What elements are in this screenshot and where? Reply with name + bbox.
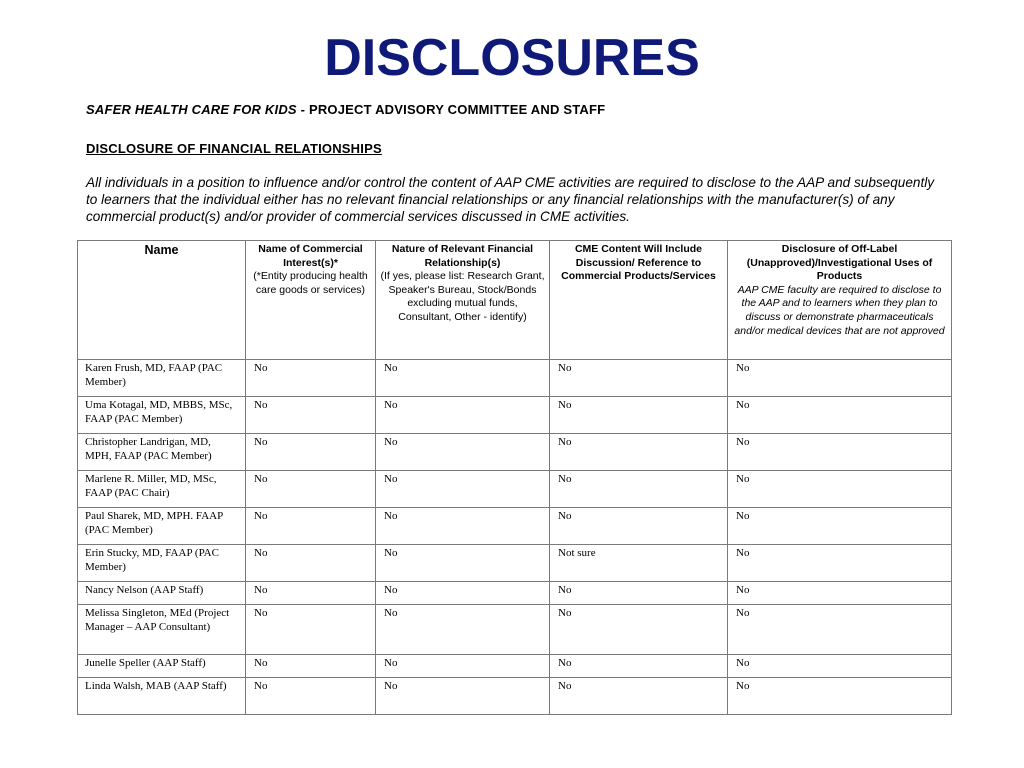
cell-offlabel: No [728, 471, 952, 508]
cell-name: Erin Stucky, MD, FAAP (PAC Member) [78, 545, 246, 582]
cell-cme: No [550, 434, 728, 471]
cell-nature: No [376, 360, 550, 397]
table-row [78, 678, 952, 715]
header-commercial-interest [246, 241, 376, 360]
cell-offlabel: No [728, 655, 952, 678]
cell-name: Paul Sharek, MD, MPH. FAAP (PAC Member) [78, 508, 246, 545]
cell-cme: No [550, 360, 728, 397]
header-off-label [728, 241, 952, 360]
document-subtitle [86, 102, 605, 118]
cell-commercial: No [246, 508, 376, 545]
subtitle-project-name: SAFER HEALTH CARE FOR KIDS [86, 102, 297, 117]
table-row [78, 545, 952, 582]
cell-nature: No [376, 582, 550, 605]
table-row [78, 508, 952, 545]
cell-nature: No [376, 508, 550, 545]
cell-nature: No [376, 655, 550, 678]
table-row [78, 582, 952, 605]
cell-name: Karen Frush, MD, FAAP (PAC Member) [78, 360, 246, 397]
disclosure-table [77, 240, 952, 715]
header-cme-title: CME Content Will Include Discussion/ Reference to Commercial Products/Services [561, 243, 716, 283]
page-title: DISCLOSURES [324, 29, 700, 87]
cell-offlabel: No [728, 397, 952, 434]
cell-commercial: No [246, 582, 376, 605]
cell-nature: No [376, 545, 550, 582]
cell-cme: No [550, 605, 728, 655]
cell-cme: No [550, 508, 728, 545]
table-row [78, 471, 952, 508]
table-row [78, 605, 952, 655]
header-name [78, 241, 246, 360]
cell-offlabel: No [728, 605, 952, 655]
cell-commercial: No [246, 678, 376, 715]
table-row [78, 397, 952, 434]
cell-commercial: No [246, 397, 376, 434]
cell-name: Nancy Nelson (AAP Staff) [78, 582, 246, 605]
header-nature-of-relationship [376, 241, 550, 360]
subtitle-committee: - PROJECT ADVISORY COMMITTEE AND STAFF [296, 102, 606, 117]
table-row [78, 655, 952, 678]
cell-nature: No [376, 397, 550, 434]
cell-nature: No [376, 471, 550, 508]
header-offlabel-note: AAP CME faculty are required to disclose to the AAP and to learners when they plan to discuss or demonstrate pharmaceuticals and/or medical devices that are not approved [734, 283, 945, 337]
cell-cme: No [550, 397, 728, 434]
cell-nature: No [376, 605, 550, 655]
header-offlabel-title: Disclosure of Off-Label (Unapproved)/Investigational Uses of Products [746, 243, 933, 283]
table-row [78, 434, 952, 471]
cell-nature: No [376, 678, 550, 715]
cell-name: Melissa Singleton, MEd (Project Manager – AAP Consultant) [78, 605, 246, 655]
cell-cme: No [550, 582, 728, 605]
cell-name: Uma Kotagal, MD, MBBS, MSc, FAAP (PAC Member) [78, 397, 246, 434]
cell-offlabel: No [728, 678, 952, 715]
cell-commercial: No [246, 655, 376, 678]
cell-offlabel: No [728, 360, 952, 397]
cell-cme: No [550, 678, 728, 715]
cell-offlabel: No [728, 508, 952, 545]
cell-offlabel: No [728, 434, 952, 471]
cell-commercial: No [246, 605, 376, 655]
cell-cme: Not sure [550, 545, 728, 582]
intro-paragraph: All individuals in a position to influence and/or control the content of AAP CME activities are required to disclose to the AAP and subsequently to learners that the individual either has no relevant financial relationships or any financial relationships with the manufacturer(s) of any commercial product(s) and/or provider of commercial services discussed in CME activities. [86, 175, 935, 224]
cell-name: Linda Walsh, MAB (AAP Staff) [78, 678, 246, 715]
cell-cme: No [550, 655, 728, 678]
table-header-row [78, 241, 952, 360]
cell-name: Christopher Landrigan, MD, MPH, FAAP (PAC Member) [78, 434, 246, 471]
header-commercial-note: (*Entity producing health care goods or services) [253, 270, 368, 296]
cell-offlabel: No [728, 545, 952, 582]
header-cme-content [550, 241, 728, 360]
header-nature-title: Nature of Relevant Financial Relationship(s) [391, 243, 534, 269]
cell-commercial: No [246, 471, 376, 508]
section-heading: DISCLOSURE OF FINANCIAL RELATIONSHIPS [86, 141, 382, 156]
cell-offlabel: No [728, 582, 952, 605]
header-nature-note: (If yes, please list: Research Grant, Speaker's Bureau, Stock/Bonds excluding mutual funds, Consultant, Other - identify) [380, 270, 545, 323]
cell-commercial: No [246, 434, 376, 471]
table-row [78, 360, 952, 397]
cell-commercial: No [246, 545, 376, 582]
header-commercial-title: Name of Commercial Interest(s)* [258, 243, 363, 269]
header-name-label: Name [144, 243, 179, 257]
cell-nature: No [376, 434, 550, 471]
cell-name: Junelle Speller (AAP Staff) [78, 655, 246, 678]
cell-commercial: No [246, 360, 376, 397]
cell-name: Marlene R. Miller, MD, MSc, FAAP (PAC Chair) [78, 471, 246, 508]
cell-cme: No [550, 471, 728, 508]
table-body [78, 360, 952, 715]
